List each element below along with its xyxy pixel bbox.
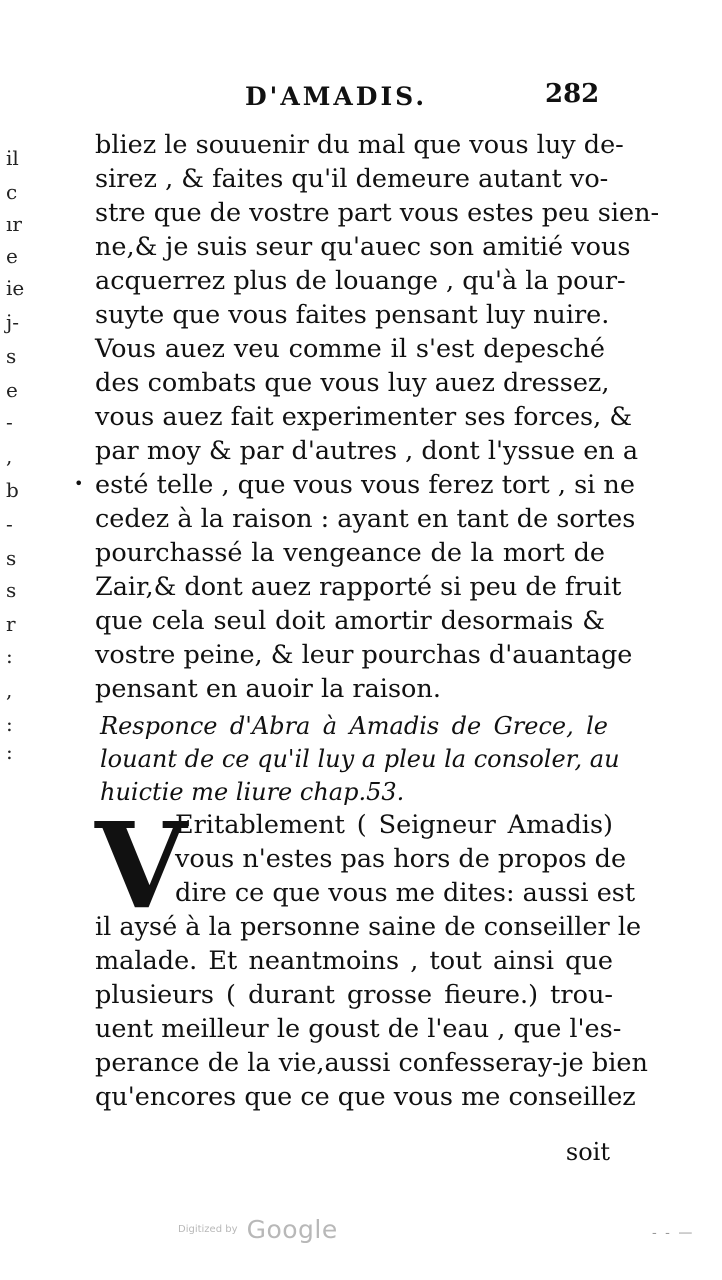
drop-cap: V: [95, 796, 187, 935]
heading-line: Responce d'Abra à Amadis de Grece, le: [100, 712, 608, 740]
paragraph-1: [95, 128, 660, 706]
margin-fragment: c: [6, 180, 18, 204]
text-line: vostre peine, & leur pourchas d'auantage: [95, 640, 633, 670]
hand-pointer-icon: •: [74, 474, 84, 493]
google-logo: Google: [246, 1215, 338, 1244]
scan-artifact: - - —: [652, 1225, 695, 1241]
text-line: pensant en auoir la raison.: [95, 674, 441, 704]
text-line: qu'encores que ce que vous me conseillez: [95, 1082, 636, 1112]
paragraph-2: [95, 796, 648, 1114]
text-line: uent meilleur le goust de l'eau , que l'es-: [95, 1014, 622, 1044]
margin-fragment: r: [6, 612, 16, 636]
text-line: Zair,& dont auez rapporté si peu de fruit: [95, 572, 622, 602]
text-line: Vous auez veu comme il s'est depesché: [95, 334, 605, 364]
margin-fragment: ır: [6, 212, 22, 236]
text-line: sirez , & faites qu'il demeure autant vo-: [95, 164, 609, 194]
margin-fragment: ie: [6, 276, 25, 300]
heading-line: louant de ce qu'il luy a pleu la consoler, au: [100, 745, 620, 773]
margin-fragment: ,: [6, 444, 13, 468]
margin-fragment: :: [6, 644, 13, 668]
text-line: il aysé à la personne saine de conseiller le: [95, 912, 642, 942]
text-line: Eritablement ( Seigneur Amadis): [175, 810, 613, 840]
text-line: plusieurs ( durant grosse fieure.) trou-: [95, 980, 613, 1010]
margin-fragment: s: [6, 578, 17, 602]
margin-fragment: il: [6, 146, 19, 170]
margin-fragment: j-: [6, 310, 19, 334]
margin-fragment: :: [6, 740, 13, 764]
text-line: bliez le souuenir du mal que vous luy de-: [95, 130, 624, 160]
page-header: [210, 79, 630, 122]
heading-line: huictie me liure chap.53.: [100, 778, 405, 806]
text-line: pourchassé la vengeance de la mort de: [95, 538, 605, 568]
text-line: des combats que vous luy auez dressez,: [95, 368, 610, 398]
text-line: vous auez fait experimenter ses forces, &: [95, 402, 633, 432]
margin-fragment: s: [6, 546, 17, 570]
text-line: stre que de vostre part vous estes peu sien-: [95, 198, 660, 228]
watermark-prefix: Digitized by: [178, 1224, 238, 1235]
text-line: par moy & par d'autres , dont l'yssue en a: [95, 436, 639, 466]
digitized-watermark: [178, 1215, 338, 1244]
margin-fragment: e: [6, 378, 18, 402]
text-line: que cela seul doit amortir desormais &: [95, 606, 605, 636]
text-line: perance de la vie,aussi confesseray-je bien: [95, 1048, 648, 1078]
margin-fragment: s: [6, 344, 17, 368]
text-line: dire ce que vous me dites: aussi est: [175, 878, 636, 908]
text-line: esté telle , que vous vous ferez tort , si ne: [95, 470, 635, 500]
page-number: 282: [545, 79, 600, 109]
margin-fragment: ,: [6, 678, 13, 702]
running-head: D'AMADIS.: [245, 82, 428, 111]
catchword: soit: [565, 1138, 610, 1166]
chapter-heading: [100, 710, 620, 809]
text-line: acquerrez plus de louange , qu'à la pour-: [95, 266, 626, 296]
text-line: ne,& je suis seur qu'auec son amitié vous: [95, 232, 631, 262]
margin-fragment: e: [6, 244, 18, 268]
margin-fragment: -: [6, 410, 13, 434]
margin-fragment: b: [6, 478, 19, 502]
text-line: malade. Et neantmoins , tout ainsi que: [95, 946, 613, 976]
text-line: suyte que vous faites pensant luy nuire.: [95, 300, 610, 330]
margin-fragment: -: [6, 512, 13, 536]
text-line: cedez à la raison : ayant en tant de sortes: [95, 504, 636, 534]
text-line: vous n'estes pas hors de propos de: [175, 844, 627, 874]
margin-fragment: :: [6, 712, 13, 736]
